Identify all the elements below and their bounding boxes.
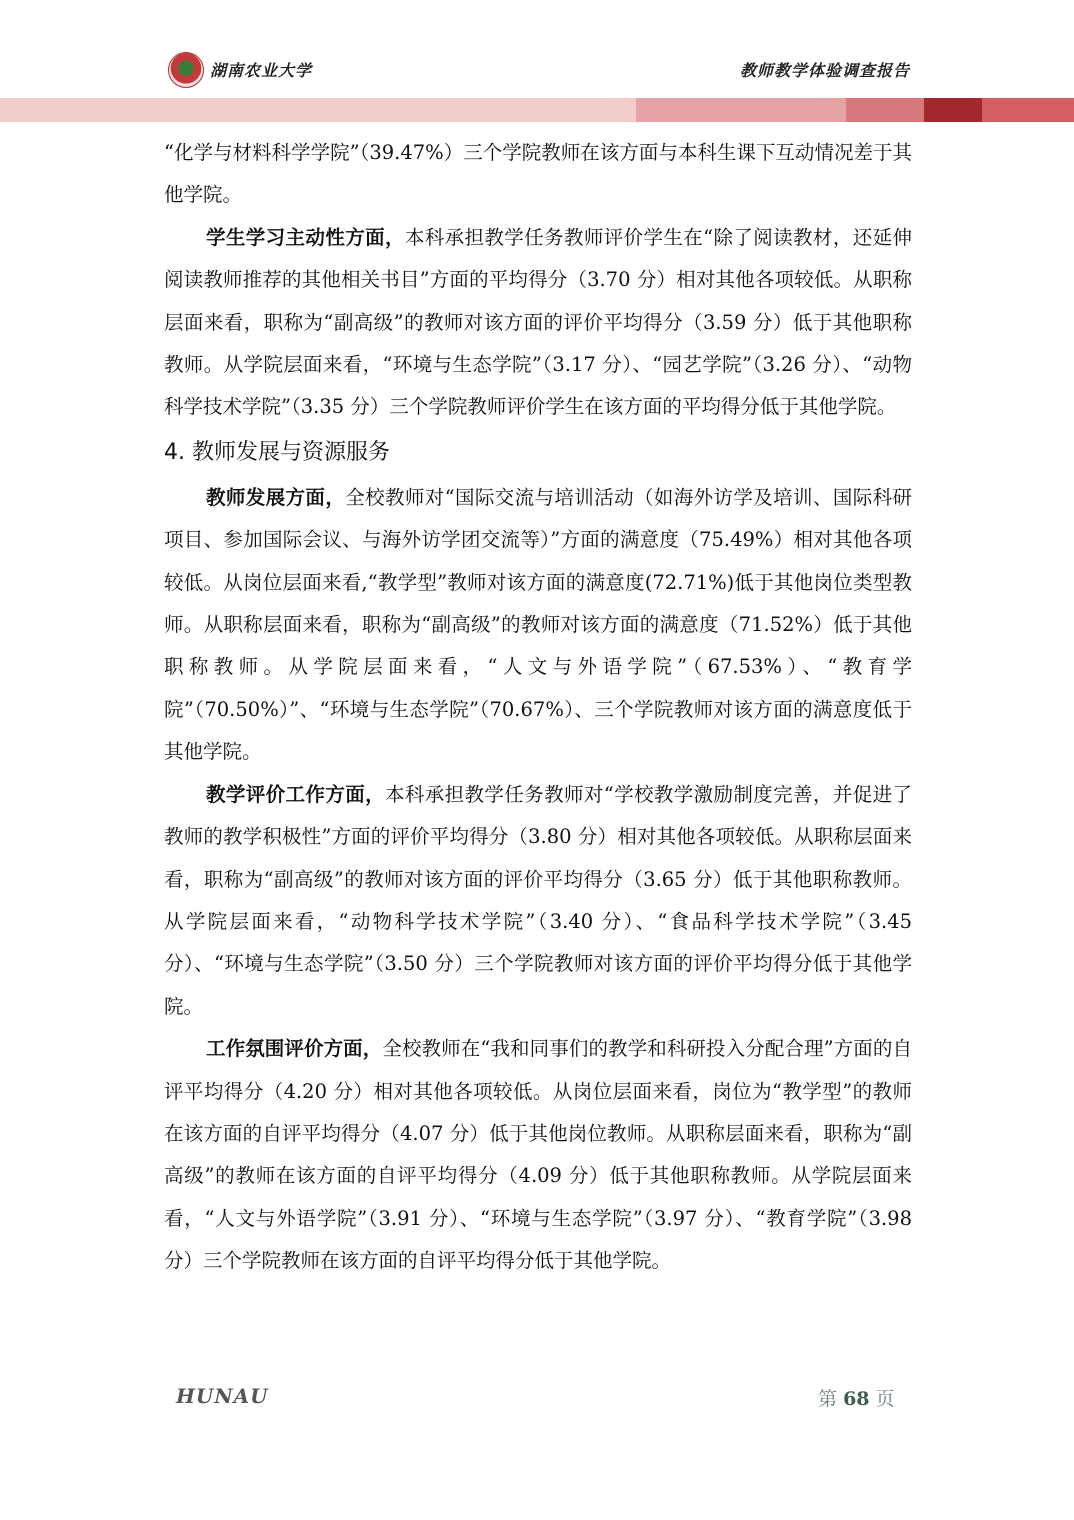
- paragraph-text: 本科承担教学任务教师对“学校教学激励制度完善，并促进了教师的教学积极性”方面的评价平均得分（3.80 分）相对其他各项较低。从职称层面来看，职称为“副高级”的教师对该方面的评价平均得分（3.65 分）低于其他职称教师。从学院层面来看，“动物科学技术学院”（3.40 分）、“食品科学技术学院”（3.45 分）、“环境与生态学院”（3.50 分）三个学院教师对该方面的评价平均得分低于其他学院。: [164, 782, 912, 1018]
- paragraph-teaching-evaluation: [164, 774, 912, 1028]
- paragraph-text: 全校教师在“我和同事们的教学和科研投入分配合理”方面的自评平均得分（4.20 分）相对其他各项较低。从岗位层面来看，岗位为“教学型”的教师在该方面的自评平均得分（4.07 分）低于其他岗位教师。从职称层面来看，职称为“副高级”的教师在该方面的自评平均得分（4.09 分）低于其他职称教师。从学院层面来看，“人文与外语学院”（3.91 分）、“环境与生态学院”（3.97 分）、“教育学院”（3.98 分）三个学院教师在该方面的自评平均得分低于其他学院。: [164, 1037, 912, 1273]
- page-suffix: 页: [875, 1388, 895, 1410]
- document-body: [164, 132, 912, 1283]
- header-university-name: 湖南农业大学: [210, 61, 313, 80]
- bar-segment-red: [982, 98, 1074, 122]
- paragraph-lead: 教师发展方面，: [206, 485, 346, 509]
- paragraph-lead: 工作氛围评价方面，: [206, 1037, 383, 1061]
- page-number-value: 68: [843, 1388, 870, 1410]
- paragraph-student-initiative: [164, 217, 912, 429]
- paragraph-work-atmosphere: [164, 1028, 912, 1282]
- header-report-title: 教师教学体验调查报告: [739, 61, 910, 80]
- paragraph-lead: 教学评价工作方面，: [206, 782, 385, 806]
- header-color-bar: [0, 98, 1074, 122]
- footer-university-abbrev: HUNAU: [176, 1384, 269, 1408]
- paragraph-lead: 学生学习主动性方面，: [206, 225, 405, 249]
- paragraph-text: 全校教师对“国际交流与培训活动（如海外访学及培训、国际科研项目、参加国际会议、与海外访学团交流等）”方面的满意度（75.49%）相对其他各项较低。从岗位层面来看,“教学型”教师对该方面的满意度(72.71%)低于其他岗位类型教师。从职称层面来看，职称为“副高级”的教师对该方面的满意度（71.52%）低于其他职称教师。从学院层面来看，“人文与外语学院”（67.53%）、“教育学院”（70.50%）”、“环境与生态学院”（70.67%）、三个学院教师对该方面的满意度低于其他学院。: [164, 485, 912, 764]
- bar-segment-dark: [924, 98, 982, 122]
- bar-segment-light: [0, 98, 636, 122]
- page-prefix: 第: [818, 1388, 838, 1410]
- paragraph-text: 本科承担教学任务教师评价学生在“除了阅读教材，还延伸阅读教师推荐的其他相关书目”方面的平均得分（3.70 分）相对其他各项较低。从职称层面来看，职称为“副高级”的教师对该方面的评价平均得分（3.59 分）低于其他职称教师。从学院层面来看，“环境与生态学院”（3.17 分）、“园艺学院”（3.26 分）、“动物科学技术学院”（3.35 分）三个学院教师评价学生在该方面的平均得分低于其他学院。: [164, 225, 912, 419]
- bar-segment-rose: [846, 98, 924, 122]
- bar-segment-mid: [636, 98, 846, 122]
- paragraph-college-interaction: “化学与材料科学学院”（39.47%）三个学院教师在该方面与本科生课下互动情况差于其他学院。: [164, 141, 912, 207]
- university-seal-icon: [168, 52, 204, 88]
- page-number: [818, 1384, 895, 1411]
- section-heading: 4. 教师发展与资源服务: [164, 439, 390, 465]
- paragraph-teacher-development: [164, 477, 912, 774]
